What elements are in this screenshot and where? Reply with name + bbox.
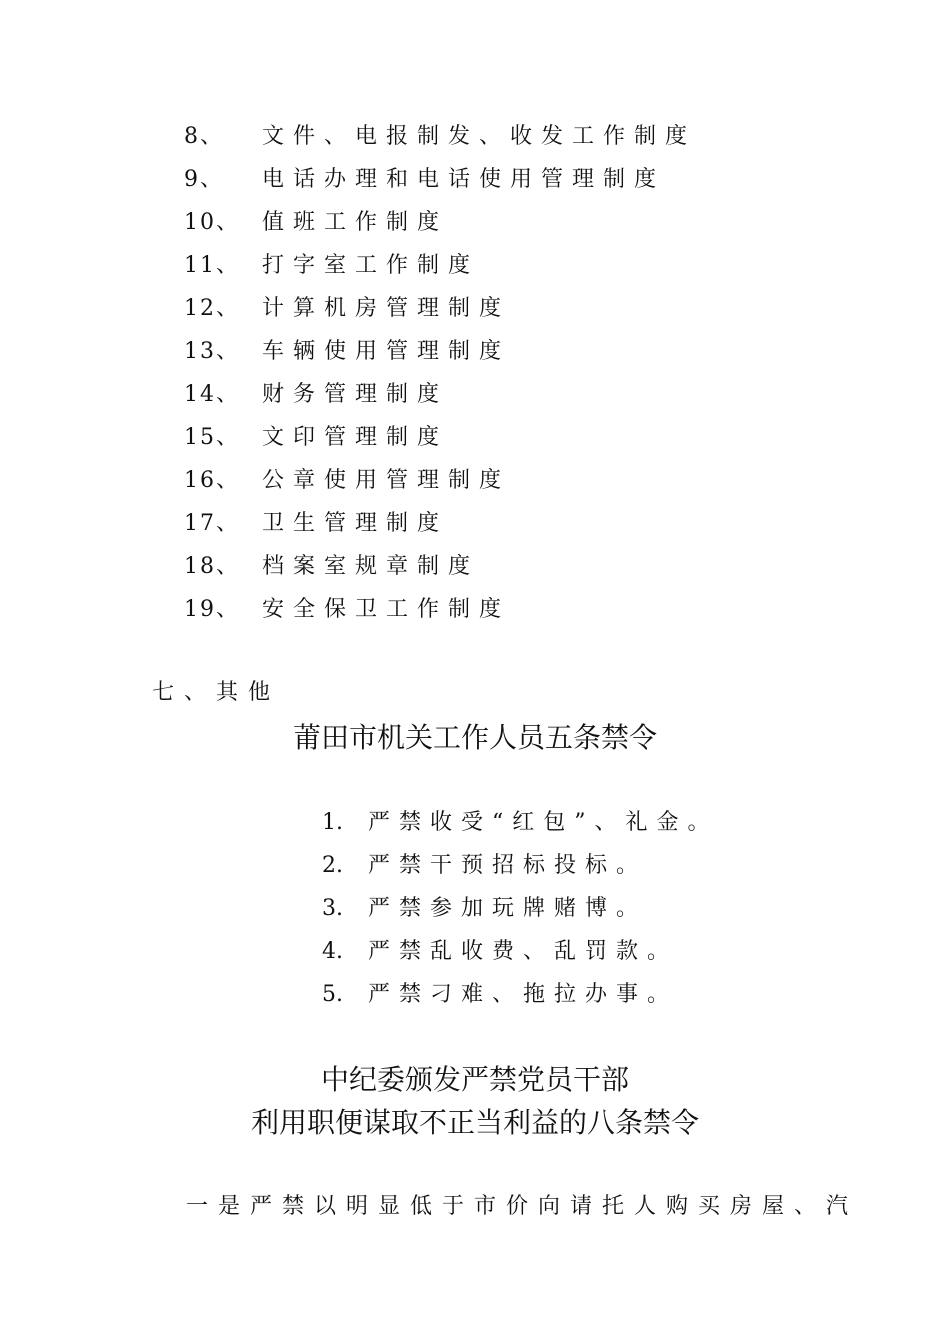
list-item-number: 12、 — [184, 296, 240, 321]
list-item — [184, 249, 479, 283]
list-item-number: 19、 — [184, 597, 240, 622]
ban-item-text: 严禁参加玩牌赌博。 — [368, 896, 648, 921]
list-item — [184, 120, 696, 154]
list-item-number: 13、 — [184, 339, 240, 364]
list-item — [184, 335, 510, 369]
section-heading: 七、其他 — [152, 680, 281, 705]
list-item-number: 15、 — [184, 425, 240, 450]
list-item-text: 车辆使用管理制度 — [262, 339, 511, 364]
list-item-text: 计算机房管理制度 — [262, 296, 511, 321]
ban-item-number: 2. — [322, 853, 343, 878]
list-item — [184, 292, 510, 326]
list-item-number: 18、 — [184, 554, 240, 579]
ban-item-text: 严禁收受“红包”、礼金。 — [368, 810, 719, 835]
ban-item-number: 4. — [322, 939, 343, 964]
ban-item — [322, 849, 647, 883]
ban-item-number: 1. — [322, 810, 343, 835]
list-item-number: 9、 — [184, 167, 224, 192]
ban-item — [322, 806, 719, 840]
ban-item-number: 3. — [322, 896, 343, 921]
cdi-bans-title-line1: 中纪委颁发严禁党员干部 — [320, 1063, 629, 1096]
ban-item — [322, 935, 678, 969]
list-item — [184, 163, 665, 197]
list-item — [184, 507, 448, 541]
cdi-first-paragraph: 一是严禁以明显低于市价向请托人购买房屋、汽 — [186, 1194, 859, 1219]
list-item-number: 14、 — [184, 382, 240, 407]
list-item-number: 11、 — [184, 253, 240, 278]
ban-item-text: 严禁刁难、拖拉办事。 — [368, 982, 679, 1007]
list-item — [184, 206, 448, 240]
cdi-bans-title-line2: 利用职便谋取不正当利益的八条禁令 — [250, 1106, 699, 1139]
ban-item-number: 5. — [322, 982, 343, 1007]
list-item-text: 值班工作制度 — [262, 210, 449, 235]
list-item-text: 打字室工作制度 — [262, 253, 480, 278]
list-item-number: 10、 — [184, 210, 240, 235]
list-item-text: 安全保卫工作制度 — [262, 597, 511, 622]
list-item — [184, 550, 479, 584]
list-item — [184, 378, 448, 412]
list-item-number: 17、 — [184, 511, 240, 536]
ban-item — [322, 978, 678, 1012]
ban-item — [322, 892, 647, 926]
list-item-text: 档案室规章制度 — [262, 554, 480, 579]
list-item-text: 文印管理制度 — [262, 425, 449, 450]
ban-item-text: 严禁乱收费、乱罚款。 — [368, 939, 679, 964]
list-item — [184, 464, 510, 498]
list-item-number: 8、 — [184, 124, 224, 149]
list-item-text: 公章使用管理制度 — [262, 468, 511, 493]
list-item-text: 财务管理制度 — [262, 382, 449, 407]
list-item-text: 文件、电报制发、收发工作制度 — [262, 124, 697, 149]
list-item — [184, 421, 448, 455]
list-item-number: 16、 — [184, 468, 240, 493]
ban-item-text: 严禁干预招标投标。 — [368, 853, 648, 878]
list-item-text: 卫生管理制度 — [262, 511, 449, 536]
putian-bans-title: 莆田市机关工作人员五条禁令 — [292, 721, 657, 754]
list-item — [184, 593, 510, 627]
list-item-text: 电话办理和电话使用管理制度 — [262, 167, 666, 192]
